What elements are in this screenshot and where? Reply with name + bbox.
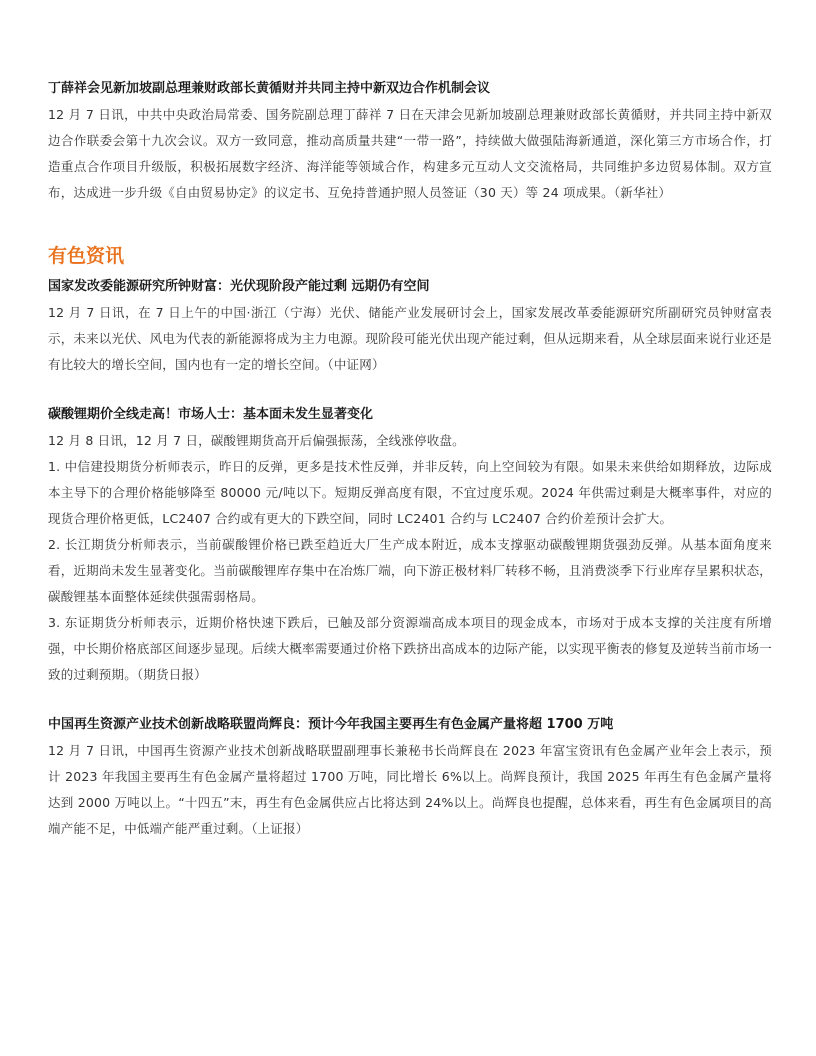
article-headline: 国家发改委能源研究所钟财富：光伏现阶段产能过剩 远期仍有空间 (48, 279, 430, 294)
article-intro: 12 月 8 日讯，12 月 7 日，碳酸锂期货高开后偏强振荡，全线涨停收盘。 (48, 433, 465, 448)
analyst-point-3: 3. 东证期货分析师表示，近期价格快速下跌后，已触及部分资源端高成本项目的现金成本，市场对于成本支撑的关注度有所增强，中长期价格底部区间逐步显现。后续大概率需要通过价格下跌挤出高成本的边际产能，以实现平衡表的修复及逆转当前市场一致的过剩预期。（期货日报） (48, 615, 772, 682)
article-body: 12 月 7 日讯，中共中央政治局常委、国务院副总理丁薛祥 7 日在天津会见新加坡副总理兼财政部长黄循财，并共同主持中新双边合作联委会第十九次会议。双方一致同意，推动高质量共建“一带一路”，持续做大做强陆海新通道，深化第三方市场合作，打造重点合作项目升级版，积极拓展数字经济、海洋能等领域合作，构建多元互动人文交流格局，共同维护多边贸易体制。双方宣布，达成进一步升级《自由贸易协定》的议定书、互免持普通护照人员签证（30 天）等 24 项成果。（新华社） (48, 107, 772, 200)
analyst-point-1: 1. 中信建投期货分析师表示，昨日的反弹，更多是技术性反弹，并非反转，向上空间较为有限。如果未来供给如期释放，边际成本主导下的合理价格能够降至 80000 元/吨以下。短期反弹高度有限，不宜过度乐观。2024 年供需过剩是大概率事件，对应的现货合理价格更低，LC2407 合约或有更大的下跌空间，同时 LC2401 合约与 LC2407 合约价差预计会扩大。 (48, 459, 772, 526)
article-photovoltaic (48, 278, 772, 378)
article-recycled-metals (48, 716, 772, 842)
section-title: 有色资讯 (48, 245, 125, 267)
article-headline: 丁薛祥会见新加坡副总理兼财政部长黄循财并共同主持中新双边合作机制会议 (48, 81, 491, 96)
article-ding-xuexiang (48, 80, 772, 206)
article-headline: 中国再生资源产业技术创新战略联盟尚辉良：预计今年我国主要再生有色金属产量将超 1700 万吨 (48, 717, 614, 732)
spacer (48, 378, 772, 406)
article-headline: 碳酸锂期价全线走高！市场人士：基本面未发生显著变化 (48, 407, 374, 422)
article-body: 12 月 7 日讯，中国再生资源产业技术创新战略联盟副理事长兼秘书长尚辉良在 2023 年富宝资讯有色金属产业年会上表示，预计 2023 年我国主要再生有色金属产量将超过 1700 万吨，同比增长 6%以上。尚辉良预计，我国 2025 年再生有色金属产量将达到 2000 万吨以上。“十四五”末，再生有色金属供应占比将达到 24%以上。尚辉良也提醒，总体来看，再生有色金属项目的高端产能不足，中低端产能严重过剩。（上证报） (48, 743, 772, 836)
spacer (48, 688, 772, 716)
analyst-point-2: 2. 长江期货分析师表示，当前碳酸锂价格已跌至趋近大厂生产成本附近，成本支撑驱动碳酸锂期货强劲反弹。从基本面角度来看，近期尚未发生显著变化。当前碳酸锂库存集中在冶炼厂端，向下游正极材料厂转移不畅，且消费淡季下行业库存呈累积状态，碳酸锂基本面整体延续供强需弱格局。 (48, 537, 772, 604)
article-body: 12 月 7 日讯，在 7 日上午的中国·浙江（宁海）光伏、储能产业发展研讨会上，国家发展改革委能源研究所副研究员钟财富表示，未来以光伏、风电为代表的新能源将成为主力电源。现阶段可能光伏出现产能过剩，但从远期来看，从全球层面来说行业还是有比较大的增长空间，国内也有一定的增长空间。（中证网） (48, 305, 772, 372)
news-page (48, 80, 772, 842)
article-lithium-carbonate (48, 406, 772, 688)
